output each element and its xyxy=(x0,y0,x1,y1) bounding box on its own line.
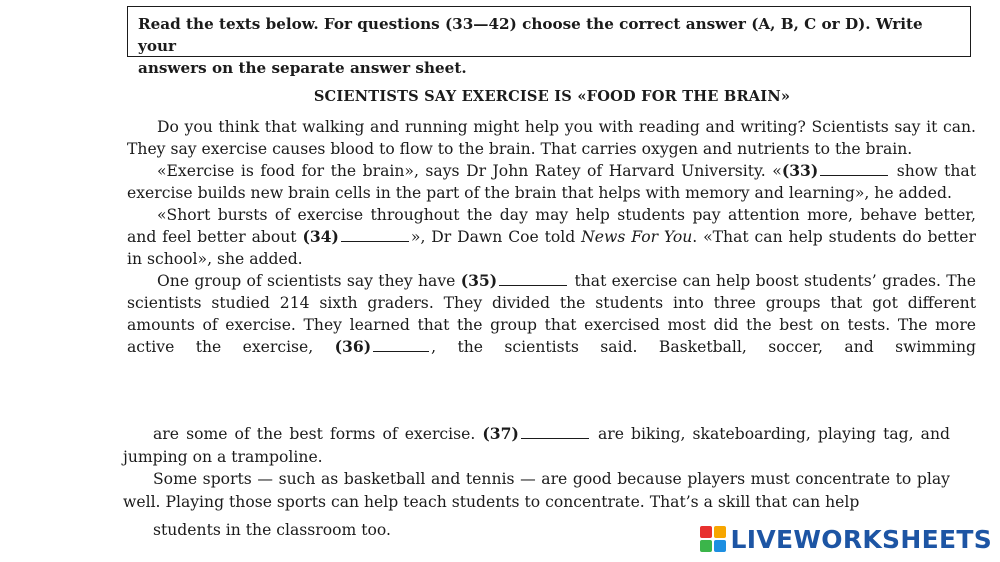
paragraph-4 xyxy=(127,270,976,358)
liveworksheets-logo-text: LIVEWORKSHEETS xyxy=(730,524,992,554)
answer-blank-33[interactable] xyxy=(820,162,888,176)
question-34-number: (34) xyxy=(302,227,339,246)
paragraph-5 xyxy=(123,423,950,468)
publication-name: News For You xyxy=(581,228,693,246)
instructions-box xyxy=(127,6,971,77)
article-title: SCIENTISTS SAY EXERCISE IS «FOOD FOR THE BRAIN» xyxy=(313,88,791,105)
paragraph-3-text-a: «Short bursts of exercise throughout the day may help students pay attention more, behave better, and feel better about xyxy=(127,206,976,246)
logo-square-green xyxy=(700,540,712,552)
paragraph-3-text-b: », Dr Dawn Coe told xyxy=(410,228,582,246)
answer-blank-35[interactable] xyxy=(499,272,567,286)
paragraph-1: Do you think that walking and running might help you with reading and writing? Scientists say it can. They say exercise causes blood to flow to the brain. That carries oxygen and nutrients to the brain. xyxy=(127,118,976,158)
paragraph-5-text-b: are biking, skateboarding, playing tag, and jumping on a trampoline. xyxy=(123,425,950,466)
paragraph-3 xyxy=(127,204,976,270)
paragraph-5-text-a: are some of the best forms of exercise. xyxy=(153,425,483,443)
instructions-line-2: answers on the separate answer sheet. xyxy=(138,59,467,77)
answer-blank-34[interactable] xyxy=(341,228,409,242)
paragraph-3-text-c: . «That can help students do better in school», she added. xyxy=(127,228,976,268)
answer-blank-36[interactable] xyxy=(373,338,429,352)
paragraph-4-text-c: , the scientists said. Basketball, soccer, and swimming xyxy=(431,338,976,356)
liveworksheets-logo-icon xyxy=(700,526,726,552)
instructions-line-1: Read the texts below. For questions (33—42) choose the correct answer (A, B, C or D). Write your xyxy=(138,15,923,55)
logo-square-orange xyxy=(714,526,726,538)
question-36-number: (36) xyxy=(334,337,372,356)
question-37-number: (37) xyxy=(482,424,519,443)
answer-blank-37[interactable] xyxy=(521,425,589,439)
paragraph-2-text-a: «Exercise is food for the brain», says Dr John Ratey of Harvard University. « xyxy=(157,162,782,180)
paragraph-2-text-b: show that exercise builds new brain cells in the part of the brain that helps with memory and learning», he added. xyxy=(127,162,976,202)
question-33-number: (33) xyxy=(781,161,819,180)
logo-square-red xyxy=(700,526,712,538)
paragraph-4-text-b: that exercise can help boost students’ grades. The scientists studied 214 sixth graders. They divided the students into three groups that got different amounts of exercise. They learned that the group that exercised most did the best on tests. The more active the exercise, xyxy=(127,272,976,356)
question-35-number: (35) xyxy=(460,271,498,290)
paragraph-4-text-a: One group of scientists say they have xyxy=(157,272,461,290)
logo-square-blue xyxy=(714,540,726,552)
article-body-upper xyxy=(127,116,976,358)
paragraph-6-tail: students in the classroom too. xyxy=(153,521,391,539)
liveworksheets-logo[interactable] xyxy=(700,524,992,554)
paragraph-6: Some sports — such as basketball and tennis — are good because players must concentrate to play well. Playing those sports can help teach students to concentrate. That’s a skill that can help xyxy=(123,470,950,511)
paragraph-2 xyxy=(127,160,976,204)
